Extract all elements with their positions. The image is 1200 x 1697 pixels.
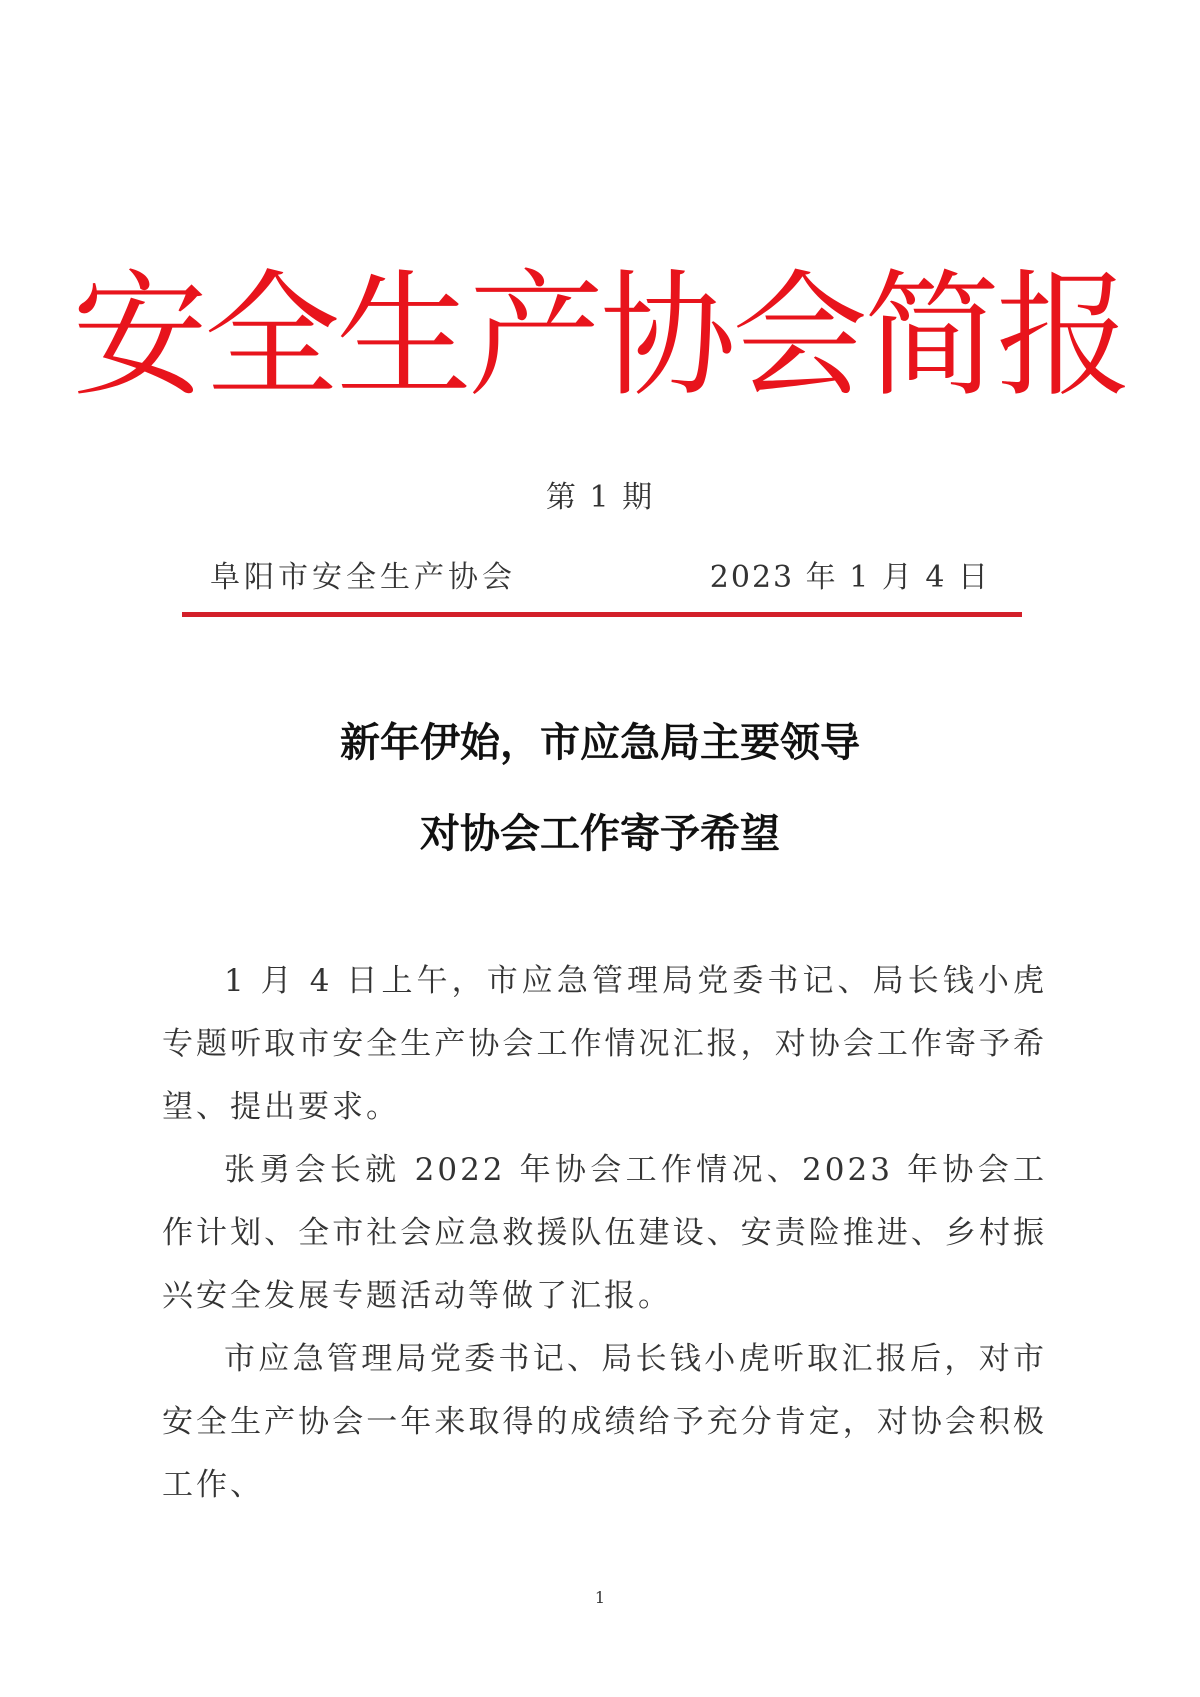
issue-number: 第 1 期 bbox=[545, 480, 655, 515]
red-divider-rule bbox=[182, 612, 1022, 617]
article-paragraph: 张勇会长就 2022 年协会工作情况、2023 年协会工作计划、全市社会应急救援队伍建设、安责险推进、乡村振兴安全发展专题活动等做了汇报。 bbox=[162, 1152, 1047, 1314]
publisher-line bbox=[210, 556, 990, 600]
article-headline-line-1: 新年伊始，市应急局主要领导 bbox=[340, 719, 860, 766]
article-paragraph: 市应急管理局党委书记、局长钱小虎听取汇报后，对市安全生产协会一年来取得的成绩给予充分肯定，对协会积极工作、 bbox=[162, 1341, 1047, 1503]
article-headline-line-2: 对协会工作寄予希望 bbox=[420, 810, 780, 857]
article-body bbox=[162, 950, 1047, 1517]
publisher-name: 阜阳市安全生产协会 bbox=[210, 560, 516, 595]
page-number: 1 bbox=[594, 1588, 606, 1607]
newsletter-masthead-title: 安全生产协会简报 bbox=[72, 258, 1128, 416]
publish-date: 2023 年 1 月 4 日 bbox=[709, 560, 990, 595]
article-paragraph: 1 月 4 日上午，市应急管理局党委书记、局长钱小虎专题听取市安全生产协会工作情况汇报，对协会工作寄予希望、提出要求。 bbox=[162, 963, 1047, 1125]
